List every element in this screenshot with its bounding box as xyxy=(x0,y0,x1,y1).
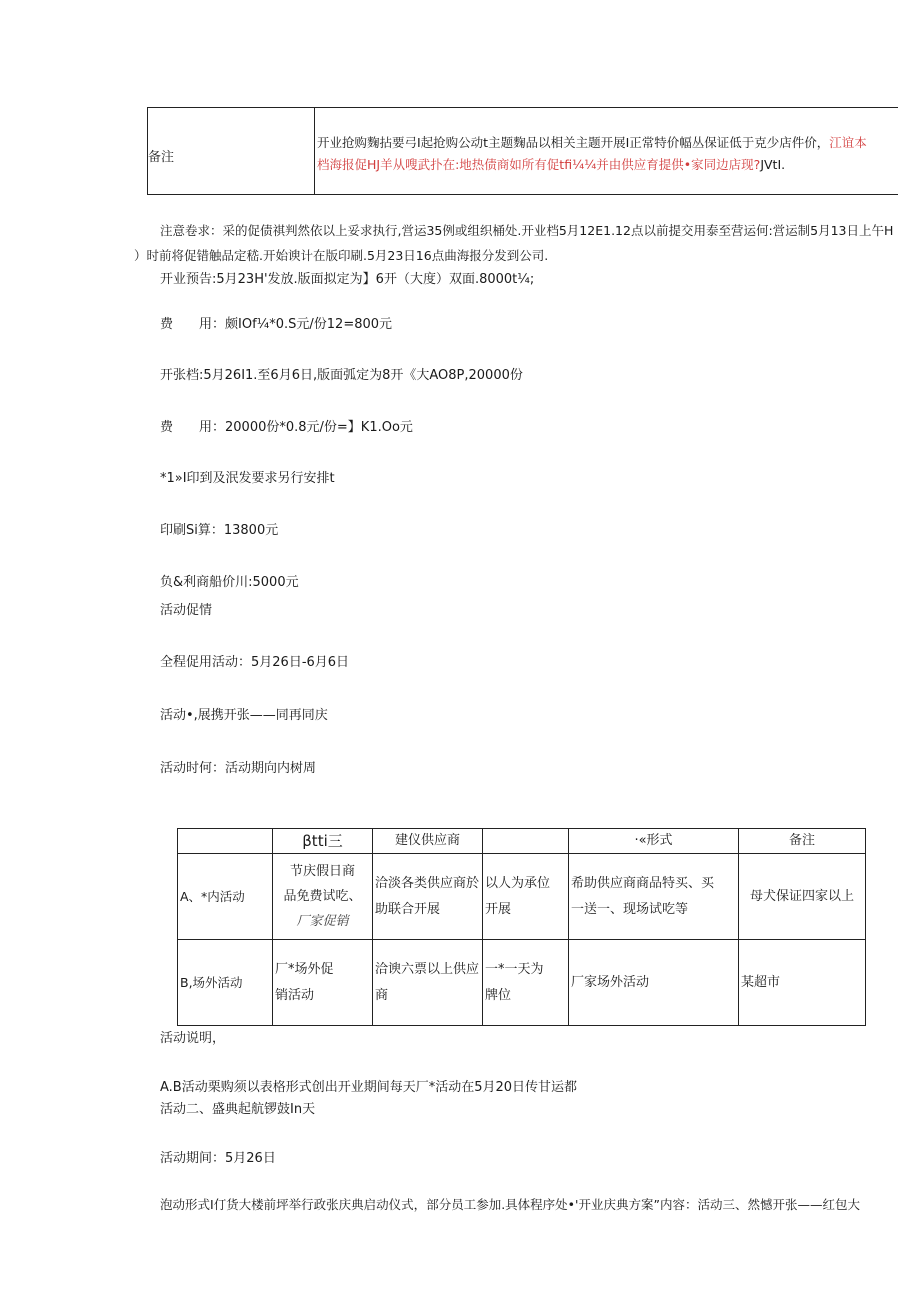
row-a-remark: 母犬保证四家以上 xyxy=(739,854,866,940)
row-b-name: B,场外活动 xyxy=(178,940,273,1026)
row-a-content-l3: 厂家促销 xyxy=(296,914,349,929)
row-b-remark: 某超市 xyxy=(739,940,866,1026)
opening-line: 开张档:5月26I1.至6月6日,版面弧定为8开《大AO8P,20000份 xyxy=(160,368,523,383)
remark-text-line2-end: JVtI. xyxy=(760,157,786,172)
row-a-supplier-l1: 洽淡各类供应商於 xyxy=(375,875,480,891)
remark-text-line1: 开业抢购麴拈要弓I起抢购公动t主题麴品以相关主题开展I正常特价幅丛保证低于克少店件价， xyxy=(317,135,830,150)
row-a-supplier xyxy=(373,854,483,940)
row-a-form-l1: 希助供应商商品特买、买 xyxy=(571,875,715,891)
remark-text-line1-red: 江谊本 xyxy=(829,135,867,150)
print-note: *1»I印到及泯发要求另行安排t xyxy=(160,471,335,486)
activity-one-line: 活动•,展携开张——同再同庆 xyxy=(160,708,328,723)
row-b-supplier-l2: 商 xyxy=(375,987,389,1003)
row-a-supplier-l2: 助联合开展 xyxy=(375,901,441,917)
remark-content xyxy=(317,132,899,176)
header-cell-5: 备注 xyxy=(739,829,866,854)
notes-line3: 开业预告:5月23H'发放.版面拟定为】6开（大度）双面.8000t¼; xyxy=(160,272,535,287)
print-total: 印刷Si算：13800元 xyxy=(160,523,279,538)
row-a-form-l2: 一送一、现场试吃等 xyxy=(571,901,689,917)
row-b-content-l1: 厂*场外促 xyxy=(275,961,334,977)
activity-desc: 活动说明， xyxy=(160,1031,226,1046)
row-b-supplier xyxy=(373,940,483,1026)
header-cell-4: ·«形式 xyxy=(569,829,739,854)
notes-line2: ）时前将促错触品定嵇.开始谀计在版印刷.5月23日16点曲海报分发到公司. xyxy=(134,248,549,263)
table-header-row xyxy=(178,829,866,854)
supplier-fee: 负&利商船价川:5000元 xyxy=(160,575,299,590)
table-row xyxy=(178,854,866,940)
row-b-unit xyxy=(483,940,569,1026)
activity-time-line: 活动时何：活动期向内树周 xyxy=(160,761,317,776)
remark-text-line2-red: 档海报促HJ羊从嗖武扑在:地热债商如所有促tfi¼¼并由供应育提供•家同边店现? xyxy=(317,157,761,172)
header-cell-2: 建仪供应商 xyxy=(373,829,483,854)
row-b-unit-l1: 一*一天为 xyxy=(485,961,544,977)
row-a-form xyxy=(569,854,739,940)
remark-box xyxy=(147,107,898,195)
activity-form: 泡动形式I仃货大楼前坪举行政张庆典启动仪式，部分员工参加.具体程序处•'开业庆典方案”内容：活动三、然憾开张——红包大 xyxy=(160,1197,860,1212)
remark-divider xyxy=(314,108,315,194)
remark-label: 备注 xyxy=(148,150,175,165)
fee-line-1: 费 用：颇IOf¼*0.S元/份12=800元 xyxy=(160,317,393,332)
row-b-content-l2: 销活动 xyxy=(275,987,315,1003)
row-a-name: A、*内活动 xyxy=(178,854,273,940)
full-promo-line: 全程促用活动：5月26日-6月6日 xyxy=(160,655,350,670)
row-a-unit-l2: 开展 xyxy=(485,901,512,917)
row-b-content xyxy=(273,940,373,1026)
row-b-form: 厂家场外活动 xyxy=(569,940,739,1026)
activity-period: 活动期间：5月26日 xyxy=(160,1151,276,1166)
header-cell-1: βtti三 xyxy=(273,829,373,854)
table-row xyxy=(178,940,866,1026)
row-a-content-l2: 品免费试吃、 xyxy=(283,889,362,904)
row-a-content-l1: 节庆假日商 xyxy=(289,864,355,879)
row-b-supplier-l1: 洽谀六票以上供应 xyxy=(375,961,480,977)
activity-table xyxy=(177,828,866,1026)
promo-heading: 活动促情 xyxy=(160,603,213,618)
row-a-unit xyxy=(483,854,569,940)
header-cell-empty xyxy=(178,829,273,854)
row-a-content xyxy=(273,854,373,940)
row-a-unit-l1: 以人为承位 xyxy=(485,875,551,891)
fee-line-2: 费 用：20000份*0.8元/份=】K1.Oo元 xyxy=(160,420,413,435)
ab-note: A.B活动栗购须以表格形式创出开业期间每天厂*活动在5月20日传甘运都 xyxy=(160,1080,578,1095)
activity-two: 活动二、盛典起航锣鼓In天 xyxy=(160,1102,316,1117)
notes-line1: 注意卷求：采的促债祺判然依以上妥求执行,営运35例或组织桶处.开业档5月12E1.12点以前提交用泰至营运何:営运制5月13日上午H xyxy=(160,223,894,238)
header-cell-3 xyxy=(483,829,569,854)
row-b-unit-l2: 牌位 xyxy=(485,987,512,1003)
